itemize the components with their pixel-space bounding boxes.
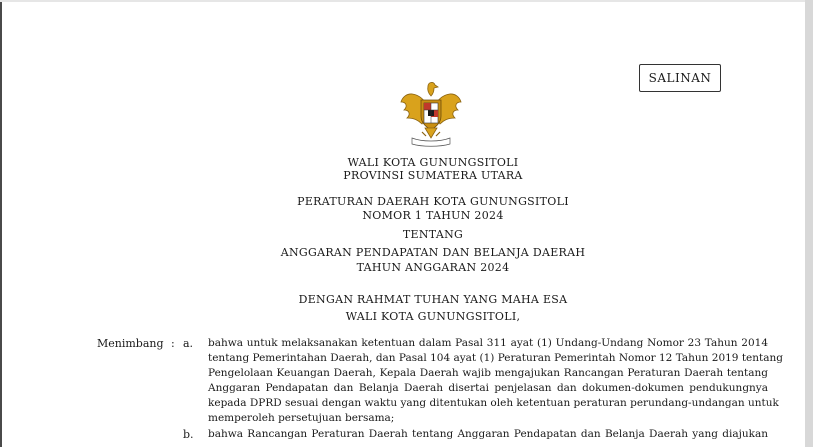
item-mark-b: b.: [183, 428, 194, 441]
item-a-line: Anggaran Pendapatan dan Belanja Daerah disertai penjelasan dan dokumen-dokumen pendukungnya: [208, 382, 768, 394]
item-b-line: bahwa Rancangan Peraturan Daerah tentang Anggaran Pendapatan dan Belanja Daerah yang diajukan: [208, 428, 768, 440]
garuda-emblem-icon: [398, 80, 464, 148]
regulation-title: PERATURAN DAERAH KOTA GUNUNGSITOLI: [297, 195, 569, 208]
wali-kota-line: WALI KOTA GUNUNGSITOLI,: [345, 310, 521, 323]
menimbang-label: Menimbang: [97, 337, 164, 350]
rahmat-line: DENGAN RAHMAT TUHAN YANG MAHA ESA: [298, 293, 568, 306]
header-line-wali-kota: WALI KOTA GUNUNGSITOLI: [347, 156, 519, 169]
page-top-edge: [0, 0, 805, 2]
item-a-line: tentang Pemerintahan Daerah, dan Pasal 104 ayat (1) Peraturan Pemerintah Nomor 12 Tahun 2019 tentang: [208, 352, 783, 364]
regulation-number: NOMOR 1 TAHUN 2024: [362, 209, 504, 222]
header-line-provinsi: PROVINSI SUMATERA UTARA: [343, 169, 523, 182]
item-a-line: bahwa untuk melaksanakan ketentuan dalam Pasal 311 ayat (1) Undang-Undang Nomor 23 Tahun 2014: [208, 337, 768, 349]
subject-line-2: TAHUN ANGGARAN 2024: [356, 261, 510, 274]
item-a-line: kepada DPRD sesuai dengan waktu yang ditentukan oleh ketentuan peraturan perundang-undangan untuk: [208, 397, 779, 409]
subject-line-1: ANGGARAN PENDAPATAN DAN BELANJA DAERAH: [280, 246, 586, 259]
menimbang-colon: :: [171, 337, 175, 350]
item-mark-a: a.: [183, 337, 194, 350]
tentang-heading: TENTANG: [402, 228, 464, 241]
salinan-badge: SALINAN: [639, 64, 721, 92]
item-a-line: Pengelolaan Keuangan Daerah, Kepala Daerah wajib mengajukan Rancangan Peraturan Daerah tentang: [208, 367, 768, 379]
item-a-line: memperoleh persetujuan bersama;: [208, 412, 395, 424]
